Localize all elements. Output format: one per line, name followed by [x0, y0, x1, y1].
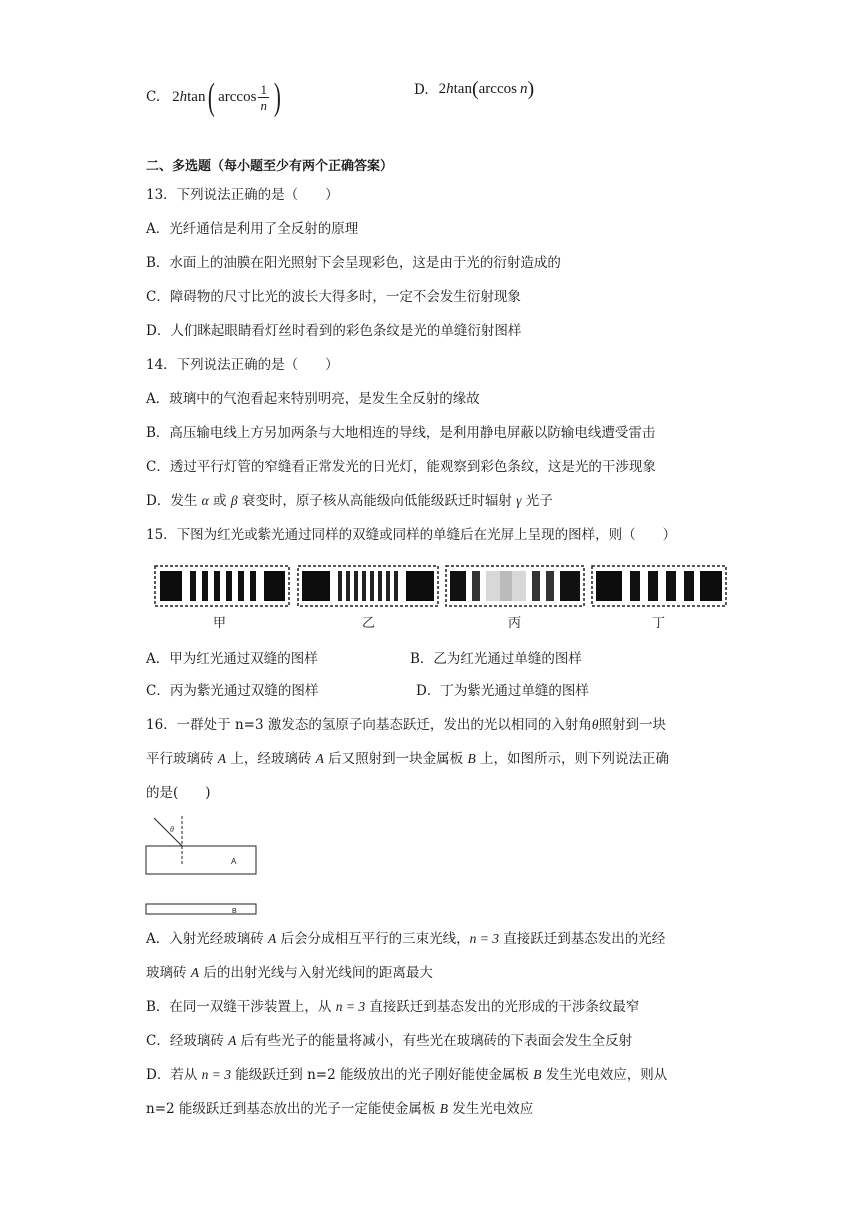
q16-stem-line1: 16．一群处于 n=3 激发态的氢原子向基态跃迁，发出的光以相同的入射角θ照射到一块 — [146, 717, 666, 733]
q16-option-c: C．经玻璃砖 A 后有些光子的能量将减小，有些光在玻璃砖的下表面会发生全反射 — [146, 1033, 633, 1049]
right-paren: ) — [527, 78, 535, 100]
pattern-label-jia: 甲 — [213, 616, 227, 631]
q13-stem: 13．下列说法正确的是（ ） — [146, 187, 339, 203]
incident-ray — [154, 818, 182, 846]
option-label: C. — [146, 89, 161, 105]
left-paren: ( — [208, 76, 216, 118]
q15-stem: 15．下图为红光或紫光通过同样的双缝或同样的单缝后在光屏上呈现的图样，则（ ） — [146, 527, 677, 543]
left-paren: ( — [471, 78, 479, 100]
q15-option-a: A．甲为红光通过双缝的图样 — [146, 651, 318, 667]
option-d-formula: D. 2 h tan ( arccos n ) — [414, 78, 535, 100]
section-heading: 二、多选题（每小题至少有两个正确答案） — [146, 159, 394, 174]
q14-stem: 14．下列说法正确的是（ ） — [146, 357, 339, 373]
q16-option-a-line1: A．入射光经玻璃砖 A 后会分成相互平行的三束光线，n = 3 直接跃迁到基态发出的光经 — [146, 931, 666, 947]
q13-option-d: D．人们眯起眼睛看灯丝时看到的彩色条纹是光的单缝衍射图样 — [146, 323, 522, 339]
pattern-jia — [155, 566, 289, 606]
q15-option-c: C．丙为紫光通过双缝的图样 — [146, 683, 319, 699]
q14-option-d: D．发生 α 或 β 衰变时，原子核从高能级向低能级跃迁时辐射 γ 光子 — [146, 493, 553, 509]
q15-option-b: B．乙为红光通过单缝的图样 — [410, 651, 582, 667]
q14-option-a: A．玻璃中的气泡看起来特别明亮，是发生全反射的缘故 — [146, 391, 480, 407]
slab-a-label: A — [231, 857, 237, 866]
pattern-ding — [592, 566, 726, 606]
q13-option-c: C．障碍物的尺寸比光的波长大得多时，一定不会发生衍射现象 — [146, 289, 521, 305]
q16-option-d-line2: n=2 能级跃迁到基态放出的光子一定能使金属板 B 发生光电效应 — [146, 1101, 534, 1117]
option-label: D. — [414, 81, 429, 98]
pattern-bing — [446, 566, 584, 606]
pattern-label-ding: 丁 — [652, 616, 666, 631]
pattern-label-yi: 乙 — [362, 616, 376, 631]
plate-b-label: B — [232, 908, 237, 915]
fraction: $\frac{1}{n}$ — [260, 81, 267, 113]
q14-option-b: B．高压输电线上方另加两条与大地相连的导线，是利用静电屏蔽以防输电线遭受雷击 — [146, 425, 656, 441]
plate-b — [146, 904, 256, 914]
q16-option-d-line1: D．若从 n = 3 能级跃迁到 n=2 能级放出的光子刚好能使金属板 B 发生光电效应，则从 — [146, 1067, 668, 1083]
slab-a — [146, 846, 256, 874]
q13-option-a: A．光纤通信是利用了全反射的原理 — [146, 221, 359, 237]
q16-stem-line2: 平行玻璃砖 A 上，经玻璃砖 A 后又照射到一块金属板 B 上，如图所示，则下列说法正确 — [146, 751, 670, 767]
pattern-yi — [298, 566, 438, 606]
q16-stem-line3: 的是( ) — [146, 785, 211, 801]
glass-slab-figure — [144, 814, 260, 918]
diffraction-patterns-figure — [150, 562, 730, 610]
right-paren: ) — [273, 76, 281, 118]
q13-option-b: B．水面上的油膜在阳光照射下会呈现彩色，这是由于光的衍射造成的 — [146, 255, 561, 271]
q14-option-c: C．透过平行灯管的窄缝看正常发光的日光灯，能观察到彩色条纹，这是光的干涉现象 — [146, 459, 656, 475]
q16-option-b: B．在同一双缝干涉装置上，从 n = 3 直接跃迁到基态发出的光形成的干涉条纹最窄 — [146, 999, 640, 1015]
option-c-formula: C. 2 h tan ( arccos $\frac{1}{n}$ ) — [146, 76, 281, 118]
theta-label: θ — [170, 825, 174, 834]
q15-option-d: D．丁为紫光通过单缝的图样 — [416, 683, 589, 699]
pattern-label-bing: 丙 — [508, 616, 522, 631]
q16-option-a-line2: 玻璃砖 A 后的出射光线与入射光线间的距离最大 — [146, 965, 433, 981]
